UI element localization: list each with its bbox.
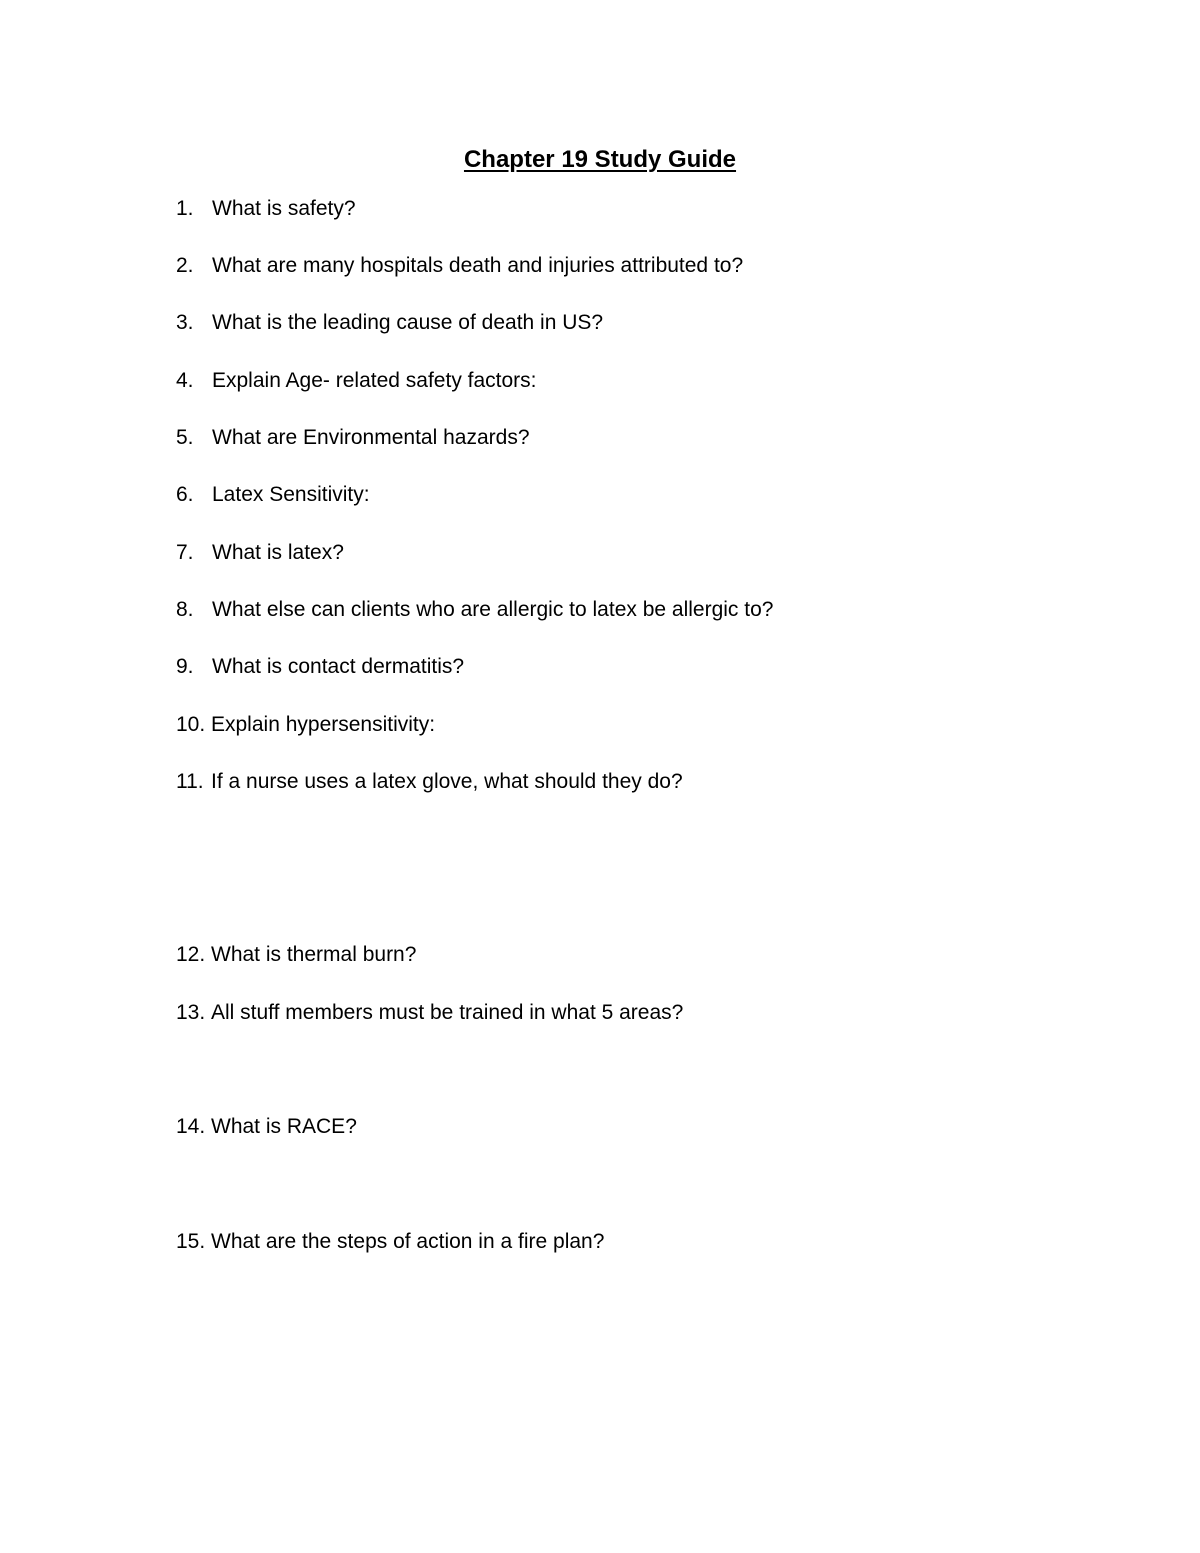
question-item — [176, 1112, 1076, 1142]
question-text: What are Environmental hazards? — [212, 426, 530, 449]
question-number: 4. — [176, 369, 194, 392]
question-text: Latex Sensitivity: — [212, 483, 370, 506]
question-number: 8. — [176, 598, 194, 621]
question-item — [176, 480, 1076, 510]
question-item — [176, 1227, 1076, 1257]
question-number: 12. — [176, 943, 206, 966]
question-number: 6. — [176, 483, 194, 506]
question-item — [176, 595, 1076, 625]
question-number: 5. — [176, 426, 194, 449]
question-text: What is the leading cause of death in US? — [212, 311, 604, 334]
page-title: Chapter 19 Study Guide — [463, 146, 737, 173]
question-item — [176, 194, 1076, 224]
question-item — [176, 767, 1076, 797]
question-text: Explain Age- related safety factors: — [212, 369, 537, 392]
question-text: What is contact dermatitis? — [212, 655, 465, 678]
question-text: What is latex? — [212, 541, 344, 564]
question-item — [176, 251, 1076, 281]
question-number: 13. — [176, 1001, 206, 1024]
question-text: What is RACE? — [211, 1115, 357, 1138]
question-item — [176, 423, 1076, 453]
question-number: 11. — [176, 770, 204, 793]
question-text: What are the steps of action in a fire plan? — [211, 1230, 605, 1253]
question-item — [176, 308, 1076, 338]
question-text: What else can clients who are allergic to latex be allergic to? — [212, 598, 774, 621]
question-number: 15. — [176, 1230, 206, 1253]
question-text: All stuff members must be trained in what 5 areas? — [211, 1001, 684, 1024]
question-item — [176, 366, 1076, 396]
question-number: 1. — [176, 197, 194, 220]
question-item — [176, 940, 1076, 970]
question-text: Explain hypersensitivity: — [211, 713, 436, 736]
question-number: 14. — [176, 1115, 206, 1138]
question-text: What is safety? — [212, 197, 356, 220]
question-text: What are many hospitals death and injuries attributed to? — [212, 254, 744, 277]
question-number: 9. — [176, 655, 194, 678]
question-item — [176, 710, 1076, 740]
question-item — [176, 998, 1076, 1028]
question-text: What is thermal burn? — [211, 943, 417, 966]
question-number: 10. — [176, 713, 206, 736]
question-number: 3. — [176, 311, 194, 334]
question-item — [176, 538, 1076, 568]
question-item — [176, 652, 1076, 682]
question-text: If a nurse uses a latex glove, what should they do? — [211, 770, 683, 793]
question-number: 2. — [176, 254, 194, 277]
question-number: 7. — [176, 541, 194, 564]
